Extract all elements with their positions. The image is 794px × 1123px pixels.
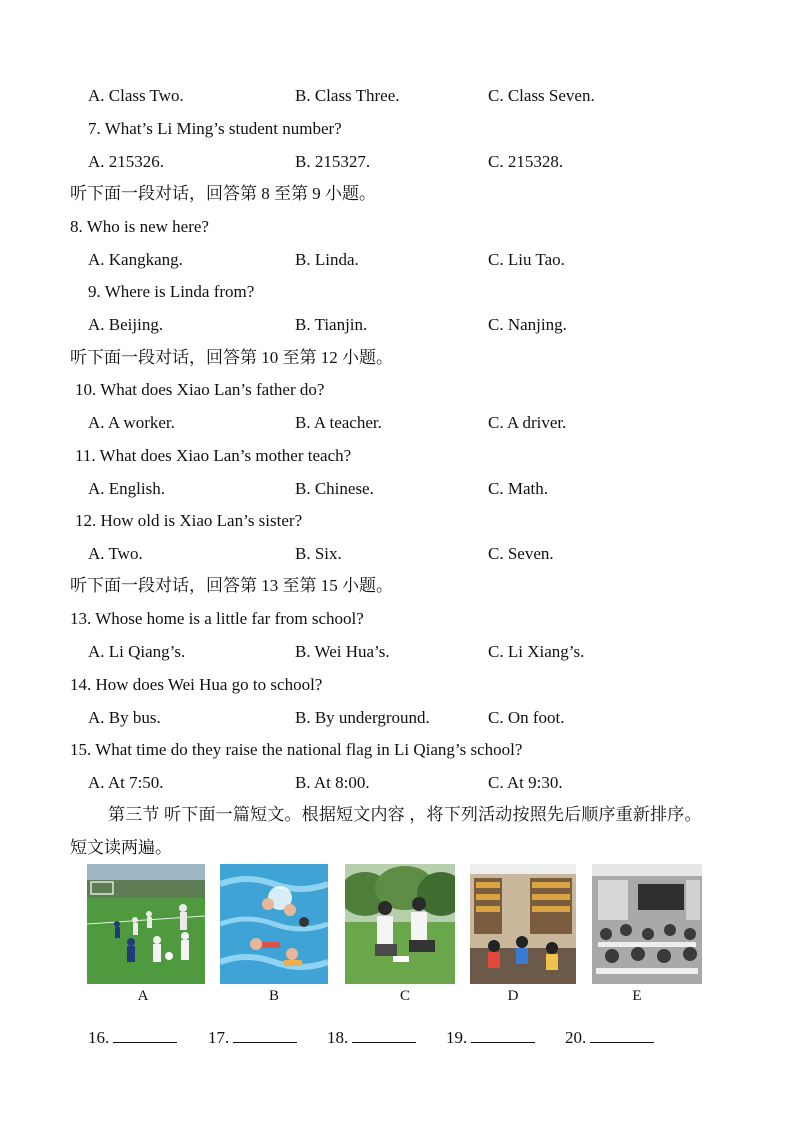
- picture-label-a: A: [137, 988, 149, 1004]
- answer-blanks: [0, 1026, 794, 1052]
- blank-16[interactable]: 16.: [88, 1026, 177, 1048]
- q11-options: [0, 477, 794, 501]
- q10-option-b: B. A teacher.: [295, 413, 382, 432]
- q13-question: 13. Whose home is a little far from school?: [70, 609, 364, 628]
- q13-option-a: A. Li Qiang’s.: [88, 642, 186, 661]
- section3-heading: 第三节 听下面一篇短文。根据短文内容 ，将下列活动按照先后顺序重新排序。: [108, 805, 702, 824]
- q12-question: 12. How old is Xiao Lan’s sister?: [75, 511, 303, 530]
- library-photo: [470, 864, 576, 984]
- q15-option-a: A. At 7:50.: [88, 773, 164, 792]
- q14-option-c: C. On foot.: [488, 708, 565, 727]
- q12-options: [0, 542, 794, 566]
- section3-heading-cont: 短文读两遍。: [70, 838, 172, 857]
- picture-label-d: D: [507, 988, 519, 1004]
- q15-option-b: B. At 8:00.: [295, 773, 370, 792]
- q10-option-a: A. A worker.: [88, 413, 175, 432]
- q9-options: [0, 313, 794, 337]
- picnic-photo: [345, 864, 455, 984]
- q11-option-a: A. English.: [88, 479, 165, 498]
- blank-17[interactable]: 17.: [208, 1026, 297, 1048]
- instruction-10-12: 听下面一段对话，回答第 10 至第 12 小题。: [70, 348, 393, 367]
- q12-option-a: A. Two.: [88, 544, 143, 563]
- q7-options: [0, 150, 794, 174]
- blank-19[interactable]: 19.: [446, 1026, 535, 1048]
- q10-options: [0, 411, 794, 435]
- q9-option-b: B. Tianjin.: [295, 315, 368, 334]
- q13-option-c: C. Li Xiang’s.: [488, 642, 585, 661]
- q8-option-c: C. Liu Tao.: [488, 250, 565, 269]
- swimming-photo: [220, 864, 328, 984]
- picture-label-c: C: [399, 988, 410, 1004]
- q6-option-c: C. Class Seven.: [488, 86, 595, 105]
- q15-option-c: C. At 9:30.: [488, 773, 563, 792]
- blank-20[interactable]: 20.: [565, 1026, 654, 1048]
- classroom-photo: [592, 864, 702, 984]
- instruction-8-9: 听下面一段对话，回答第 8 至第 9 小题。: [70, 184, 376, 203]
- q13-options: [0, 640, 794, 664]
- q14-question: 14. How does Wei Hua go to school?: [70, 675, 323, 694]
- q10-option-c: C. A driver.: [488, 413, 567, 432]
- q9-question: 9. Where is Linda from?: [88, 282, 255, 301]
- activity-pictures: [0, 864, 794, 986]
- q8-option-a: A. Kangkang.: [88, 250, 183, 269]
- picture-label-b: B: [268, 988, 279, 1004]
- q12-option-b: B. Six.: [295, 544, 342, 563]
- soccer-photo: [87, 864, 205, 984]
- q7-option-b: B. 215327.: [295, 152, 371, 171]
- q7-option-a: A. 215326.: [88, 152, 165, 171]
- q9-option-c: C. Nanjing.: [488, 315, 567, 334]
- q12-option-c: C. Seven.: [488, 544, 554, 563]
- q11-option-c: C. Math.: [488, 479, 548, 498]
- q14-option-a: A. By bus.: [88, 708, 161, 727]
- q6-options: [0, 84, 794, 108]
- q8-question: 8. Who is new here?: [70, 217, 209, 236]
- q9-option-a: A. Beijing.: [88, 315, 164, 334]
- blank-18[interactable]: 18.: [327, 1026, 416, 1048]
- q14-option-b: B. By underground.: [295, 708, 430, 727]
- q6-option-a: A. Class Two.: [88, 86, 184, 105]
- q11-question: 11. What does Xiao Lan’s mother teach?: [75, 446, 352, 465]
- q7-question: 7. What’s Li Ming’s student number?: [88, 119, 342, 138]
- q15-options: [0, 771, 794, 795]
- q7-option-c: C. 215328.: [488, 152, 564, 171]
- instruction-13-15: 听下面一段对话，回答第 13 至第 15 小题。: [70, 576, 393, 595]
- q13-option-b: B. Wei Hua’s.: [295, 642, 390, 661]
- q10-question: 10. What does Xiao Lan’s father do?: [75, 380, 325, 399]
- q6-option-b: B. Class Three.: [295, 86, 400, 105]
- q8-options: [0, 248, 794, 272]
- picture-label-e: E: [632, 988, 642, 1004]
- q11-option-b: B. Chinese.: [295, 479, 374, 498]
- q14-options: [0, 706, 794, 730]
- q15-question: 15. What time do they raise the national flag in Li Qiang’s school?: [70, 740, 523, 759]
- q8-option-b: B. Linda.: [295, 250, 359, 269]
